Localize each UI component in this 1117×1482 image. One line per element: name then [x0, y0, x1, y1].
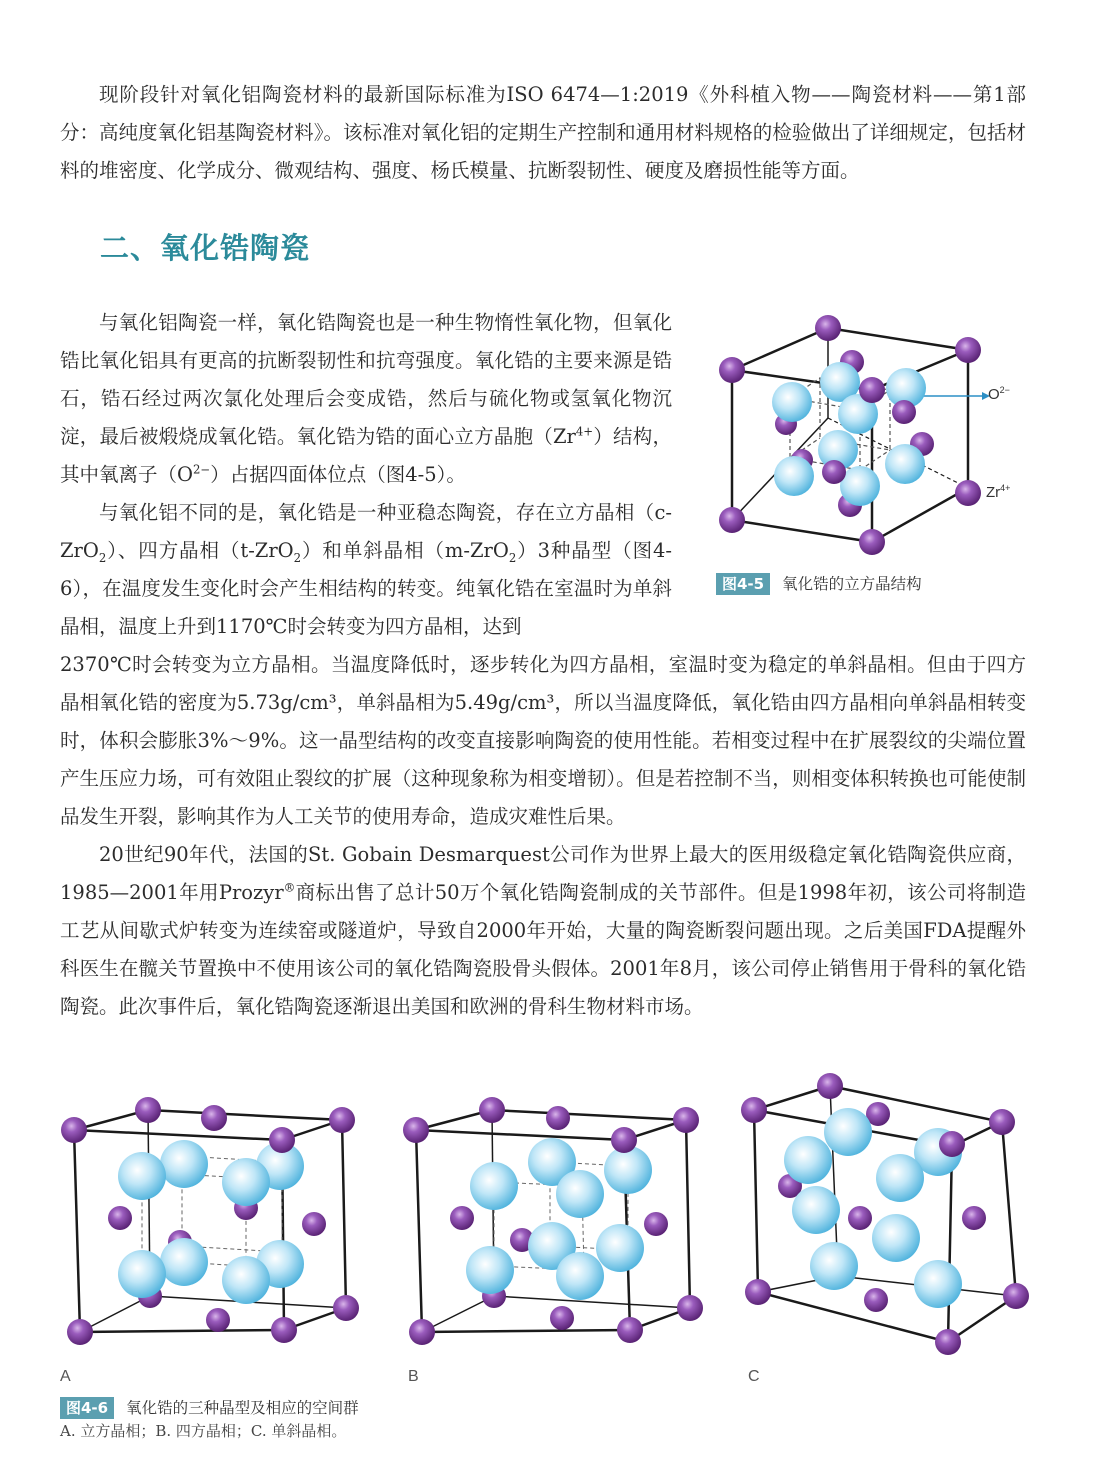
- o-atom: [556, 1170, 604, 1218]
- zr-atom: [61, 1117, 87, 1143]
- zr-atom: [848, 1206, 872, 1230]
- panel-label-a: A: [60, 1368, 71, 1385]
- zr-atom: [939, 1131, 965, 1157]
- o-atom: [222, 1158, 270, 1206]
- zr-atom: [677, 1295, 703, 1321]
- o-atom: [872, 1214, 920, 1262]
- figure-4-6-caption: [60, 1396, 359, 1419]
- o-atom: [556, 1252, 604, 1300]
- zr-atom: [550, 1306, 574, 1330]
- zr-atom: [329, 1107, 355, 1133]
- o-atom: [470, 1162, 518, 1210]
- zr-atom: [955, 480, 981, 506]
- o-atom: [118, 1152, 166, 1200]
- zr-atom: [745, 1279, 771, 1305]
- figure-4-6-subcaption: A. 立方晶相；B. 四方晶相；C. 单斜晶相。: [60, 1422, 347, 1440]
- figure-4-6-panel-b: [398, 1090, 718, 1360]
- label-zr4: $Zr^{4+}$: [986, 483, 1011, 501]
- zr-atom: [206, 1308, 230, 1332]
- figure-caption-text: 氧化锆的立方晶结构: [782, 575, 922, 593]
- zr-atom: [644, 1212, 668, 1236]
- o-atom: [810, 1242, 858, 1290]
- o-atom: [160, 1238, 208, 1286]
- zr-atom: [302, 1212, 326, 1236]
- zr-atom: [479, 1097, 505, 1123]
- zr-atom: [450, 1206, 474, 1230]
- zr-atom: [962, 1206, 986, 1230]
- o-atom: [784, 1136, 832, 1184]
- label-o2: $O^{2-}$: [988, 385, 1010, 403]
- o-atom: [774, 456, 814, 496]
- zr-atom: [859, 529, 885, 555]
- zr-atom: [859, 377, 885, 403]
- paragraph-history: 20世纪90年代，法国的St. Gobain Desmarquest公司作为世界上最大的医用级稳定氧化锆陶瓷供应商，1985—2001年用Prozyr®商标出售了总计50万个氧化锆陶瓷制成的关节部件。但是1998年初，该公司将制造工艺从间歇式炉转变为连续窑或隧道炉，导致自2000年开始，大量的陶瓷断裂问题出现。之后美国FDA提醒外科医生在髋关节置换中不使用该公司的氧化锆陶瓷股骨头假体。2001年8月，该公司停止销售用于骨科的氧化锆陶瓷。此次事件后，氧化锆陶瓷逐渐退出美国和欧洲的骨科生物材料市场。: [60, 843, 1026, 1018]
- zr-atom: [611, 1127, 637, 1153]
- paragraph-iso-standard: 现阶段针对氧化铝陶瓷材料的最新国际标准为ISO 6474—1:2019《外科植入物——陶瓷材料——第1部分：高纯度氧化铝基陶瓷材料》。该标准对氧化铝的定期生产控制和通用材料规格的检验做出了详细规定，包括材料的堆密度、化学成分、微观结构、强度、杨氏模量、抗断裂韧性、硬度及磨损性能等方面。: [60, 83, 1026, 182]
- o-atom: [792, 1186, 840, 1234]
- zr-atom: [741, 1097, 767, 1123]
- o-atom: [222, 1256, 270, 1304]
- zr-atom: [719, 507, 745, 533]
- o-atom: [160, 1140, 208, 1188]
- figure-caption-text: 氧化锆的三种晶型及相应的空间群: [126, 1399, 359, 1417]
- figure-4-6-panel-c: [742, 1076, 1062, 1356]
- zr-atom: [935, 1329, 961, 1355]
- o-atom: [596, 1224, 644, 1272]
- o-atom: [824, 1108, 872, 1156]
- zr-atom: [989, 1109, 1015, 1135]
- zr-atom: [269, 1127, 295, 1153]
- figure-4-5-caption: [716, 572, 922, 595]
- figure-tag: 图4-6: [60, 1397, 114, 1419]
- zr-atom: [67, 1319, 93, 1345]
- o-atom: [604, 1146, 652, 1194]
- zr-atom: [108, 1206, 132, 1230]
- zr-atom: [815, 315, 841, 341]
- o-atom: [914, 1260, 962, 1308]
- zr-atom: [817, 1073, 843, 1099]
- zr-atom: [673, 1107, 699, 1133]
- paragraph-zirconia-intro: 与氧化铝陶瓷一样，氧化锆陶瓷也是一种生物惰性氧化物，但氧化锆比氧化铝具有更高的抗断裂韧性和抗弯强度。氧化锆的主要来源是锆石，锆石经过两次氯化处理后会变成锆，然后与硫化物或氢氧化物沉淀，最后被煅烧成氧化锆。氧化锆为锆的面心立方晶胞$(Zr^{4+})$结构，其中氧离子$(O^{2-})$占据四面体位点（图4-5）。: [60, 311, 672, 486]
- zr-atom: [864, 1288, 888, 1312]
- o-atoms: [772, 362, 926, 506]
- panel-label-b: B: [408, 1368, 419, 1385]
- zr-atom: [546, 1106, 570, 1130]
- figure-4-5-cubic-structure: [710, 310, 1040, 560]
- zr-atom: [719, 357, 745, 383]
- o-atom: [876, 1154, 924, 1202]
- zr-atom: [403, 1117, 429, 1143]
- o-atom: [466, 1246, 514, 1294]
- o-atom: [885, 444, 925, 484]
- zr-atom: [892, 400, 916, 424]
- figure-4-6-panel-a: [50, 1090, 370, 1360]
- o-atom: [772, 382, 812, 422]
- o-atom: [118, 1250, 166, 1298]
- zr-atom: [1003, 1283, 1029, 1309]
- zr-atom: [201, 1105, 227, 1131]
- section-title: 二、氧化锆陶瓷: [100, 231, 311, 265]
- zr-atom: [955, 337, 981, 363]
- paragraph-phases: 与氧化铝不同的是，氧化锆是一种亚稳态陶瓷，存在立方晶相（c-ZrO$_2$）、四方晶相（t-ZrO$_2$）和单斜晶相（m-ZrO$_2$）3种晶型（图4-6），在温度发生变化时会产生相结构的转变。纯氧化锆在室温时为单斜晶相，温度上升到1170℃时会转变为四方晶相，达到: [60, 501, 672, 638]
- zr-atom: [271, 1317, 297, 1343]
- zr-atom: [135, 1097, 161, 1123]
- panel-label-c: C: [748, 1368, 760, 1385]
- zr-atom: [822, 460, 846, 484]
- zr-atom: [333, 1295, 359, 1321]
- zr-atom: [617, 1317, 643, 1343]
- figure-tag: 图4-5: [716, 573, 770, 595]
- paragraph-phase-transformation: 2370℃时会转变为立方晶相。当温度降低时，逐步转化为四方晶相，室温时变为稳定的单斜晶相。但由于四方晶相氧化锆的密度为5.73g/cm³，单斜晶相为5.49g/cm³，所以当温度降低，氧化锆由四方晶相向单斜晶相转变时，体积会膨胀3%～9%。这一晶型结构的改变直接影响陶瓷的使用性能。若相变过程中在扩展裂纹的尖端位置产生压应力场，可有效阻止裂纹的扩展（这种现象称为相变增韧）。但是若控制不当，则相变体积转换也可能使制品发生开裂，影响其作为人工关节的使用寿命，造成灾难性后果。: [60, 653, 1026, 828]
- zr-atom: [409, 1319, 435, 1345]
